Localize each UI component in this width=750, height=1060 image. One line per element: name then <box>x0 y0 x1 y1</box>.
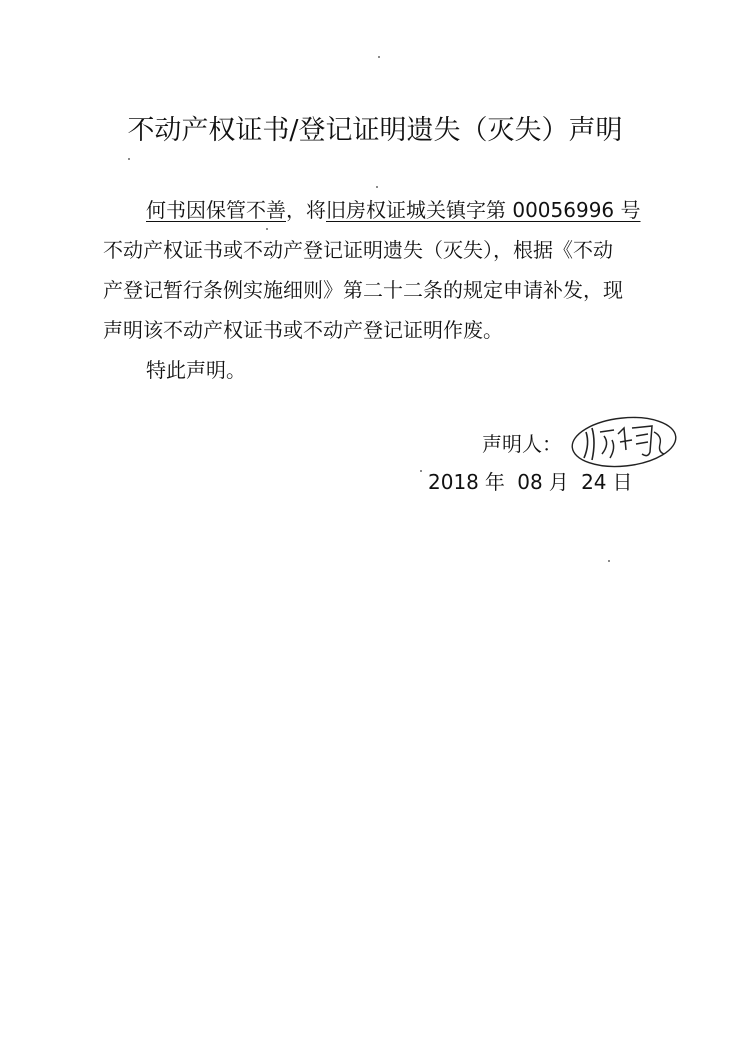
declaration-date <box>428 466 639 495</box>
document-title: 不动产权证书/登记证明遗失（灭失）声明 <box>127 115 623 146</box>
date-month: 08 <box>517 470 543 494</box>
statement-body <box>103 190 663 390</box>
date-year: 2018 <box>428 470 479 494</box>
statement-line-1 <box>103 190 663 230</box>
statement-line-2: 不动产权证书或不动产登记证明遗失（灭失），根据《不动 <box>103 238 613 262</box>
declarant-name-text: 何书因保管不善 <box>146 198 286 222</box>
statement-line-1-mid: ，将 <box>286 198 326 222</box>
declarant-label: 声明人： <box>482 431 562 456</box>
date-day: 24 <box>581 470 607 494</box>
declarant-row <box>482 424 678 460</box>
certificate-number-text: 旧房权证城关镇字第 00056996 号 <box>326 198 641 222</box>
scan-speck <box>420 470 422 472</box>
scan-speck <box>376 186 378 188</box>
statement-line-3: 产登记暂行条例实施细则》第二十二条的规定申请补发，现 <box>103 278 623 302</box>
scan-speck <box>266 228 268 230</box>
date-day-unit: 日 <box>612 470 633 494</box>
closing-line: 特此声明。 <box>146 358 246 382</box>
scan-speck <box>128 158 130 160</box>
scan-speck <box>608 560 610 562</box>
statement-line-4: 声明该不动产权证书或不动产登记证明作废。 <box>103 318 503 342</box>
date-month-unit: 月 <box>548 470 569 494</box>
date-year-unit: 年 <box>484 470 505 494</box>
scan-speck <box>378 56 380 58</box>
handwritten-signature <box>566 414 678 470</box>
